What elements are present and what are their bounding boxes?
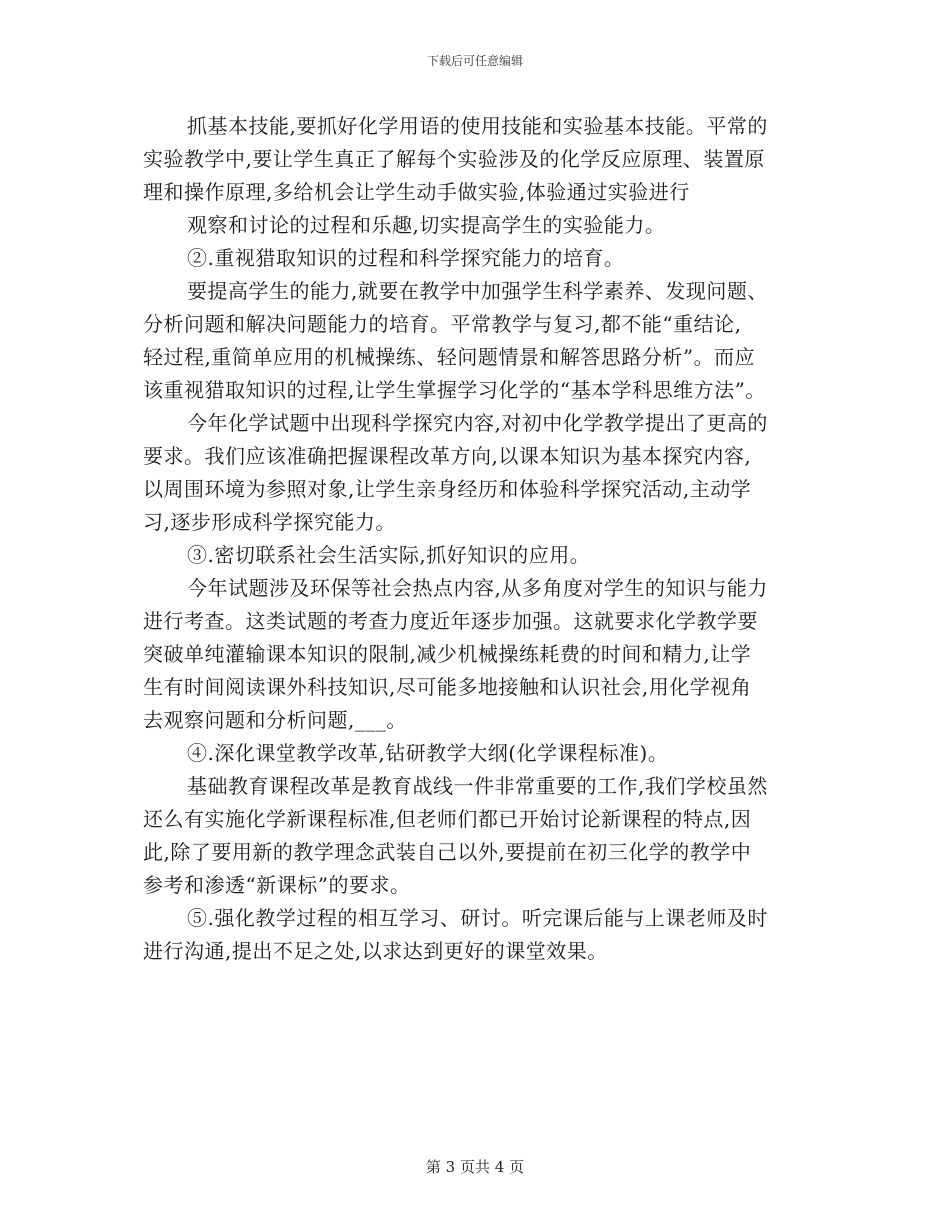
text-line: 观察和讨论的过程和乐趣,切实提高学生的实验能力。	[187, 213, 666, 237]
text-line: 生有时间阅读课外科技知识,尽可能多地接触和认识社会,用化学视角	[143, 675, 752, 699]
text-line: 此,除了要用新的教学理念武装自己以外,要提前在初三化学的教学中	[143, 840, 752, 864]
text-line: 要提高学生的能力,就要在教学中加强学生科学素养、发现问题、	[187, 279, 768, 303]
text-line: 参考和渗透“新课标”的要求。	[143, 873, 411, 897]
text-line: 分析问题和解决问题能力的培育。平常教学与复习,都不能“重结论,	[143, 312, 742, 336]
text-line: 轻过程,重简单应用的机械操练、轻问题情景和解答思路分析”。而应	[143, 345, 756, 369]
text-line: 今年试题涉及环保等社会热点内容,从多角度对学生的知识与能力	[187, 576, 768, 600]
text-line: 基础教育课程改革是教育战线一件非常重要的工作,我们学校虽然	[187, 774, 768, 798]
text-line: 抓基本技能,要抓好化学用语的使用技能和实验基本技能。平常的	[187, 114, 768, 138]
text-line: 以周围环境为参照对象,让学生亲身经历和体验科学探究活动,主动学	[143, 477, 752, 501]
text-line: 该重视猎取知识的过程,让学生掌握学习化学的“基本学科思维方法”。	[143, 378, 766, 402]
text-line: 还么有实施化学新课程标准,但老师们都已开始讨论新课程的特点,因	[143, 807, 752, 831]
page-header: 下载后可任意编辑	[426, 54, 523, 68]
text-line: ②.重视猎取知识的过程和科学探究能力的培育。	[187, 246, 625, 270]
text-line: 去观察问题和分析问题,___。	[143, 708, 407, 732]
text-line: 进行考查。这类试题的考查力度近年逐步加强。这就要求化学教学要	[143, 609, 758, 633]
text-line: 要求。我们应该准确把握课程改革方向,以课本知识为基本探究内容,	[143, 444, 752, 468]
page-footer: 第 3 页共 4 页	[425, 1158, 525, 1176]
text-line: ④.深化课堂教学改革,钻研教学大纲(化学课程标准)。	[187, 741, 669, 765]
text-line: 习,逐步形成科学探究能力。	[143, 510, 396, 534]
text-line: ⑤.强化教学过程的相互学习、研讨。听完课后能与上课老师及时	[187, 906, 768, 930]
text-line: ③.密切联系社会生活实际,抓好知识的应用。	[187, 543, 591, 567]
document-body	[143, 110, 823, 968]
text-line: 进行沟通,提出不足之处,以求达到更好的课堂效果。	[143, 939, 608, 963]
text-line: 今年化学试题中出现科学探究内容,对初中化学教学提出了更高的	[187, 411, 768, 435]
text-line: 突破单纯灌输课本知识的限制,减少机械操练耗费的时间和精力,让学	[143, 642, 752, 666]
text-line: 理和操作原理,多给机会让学生动手做实验,体验通过实验进行	[143, 180, 690, 204]
text-line: 实验教学中,要让学生真正了解每个实验涉及的化学反应原理、装置原	[143, 147, 765, 171]
